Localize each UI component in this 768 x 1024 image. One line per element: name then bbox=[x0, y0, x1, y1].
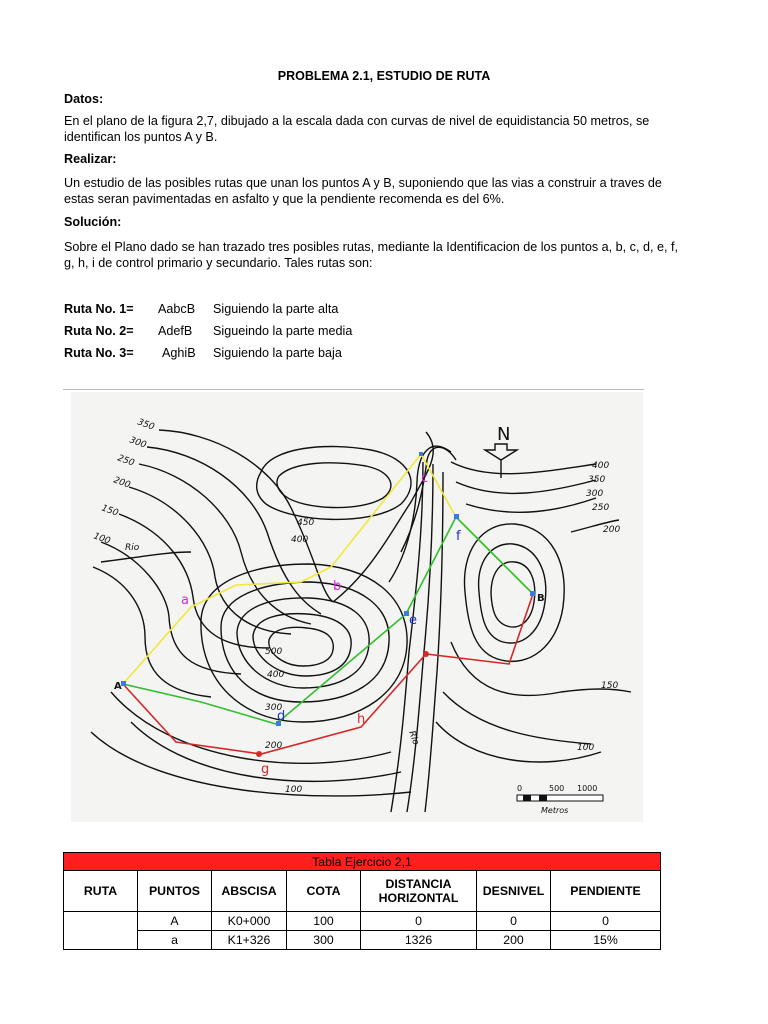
realizar-heading: Realizar: bbox=[64, 152, 117, 166]
contour-label: 400 bbox=[267, 670, 285, 680]
table-cell: a bbox=[138, 931, 212, 950]
solucion-heading: Solución: bbox=[64, 215, 122, 229]
scale-tick-label: 500 bbox=[549, 784, 565, 793]
route-description: Sigueindo la parte media bbox=[213, 324, 353, 338]
route-label: Ruta No. 3= bbox=[64, 346, 134, 360]
divider bbox=[63, 389, 644, 390]
contour-label: 300 bbox=[127, 435, 148, 451]
point-label-a: a bbox=[181, 593, 189, 608]
table-cell bbox=[64, 912, 138, 950]
point-label-A: A bbox=[114, 681, 122, 692]
contour-label: 100 bbox=[577, 743, 595, 753]
contour-label: 450 bbox=[297, 518, 315, 528]
route-label: Ruta No. 2= bbox=[64, 324, 134, 338]
table-cell: K0+000 bbox=[212, 912, 287, 931]
table-cell: 0 bbox=[361, 912, 477, 931]
point-label-e: e bbox=[409, 613, 417, 628]
table-cell: 1326 bbox=[361, 931, 477, 950]
route-code: AghiB bbox=[162, 346, 196, 360]
contour-label: 350 bbox=[135, 417, 156, 433]
column-header: DESNIVEL bbox=[477, 871, 551, 912]
point-marker bbox=[530, 591, 535, 596]
realizar-text: Un estudio de las posibles rutas que unan los puntos A y B, suponiendo que las vias a construir a traves de estas seran pavimentadas en asfalto y que la pendiente recomenda es del 6%. bbox=[64, 176, 662, 206]
table-cell: 15% bbox=[551, 931, 661, 950]
point-marker bbox=[256, 751, 262, 757]
point-marker bbox=[419, 452, 423, 456]
contour-label: 350 bbox=[588, 475, 606, 485]
column-header: DISTANCIA HORIZONTAL bbox=[361, 871, 477, 912]
topographic-map bbox=[71, 392, 643, 822]
contour-label: 150 bbox=[601, 681, 619, 691]
point-marker bbox=[423, 651, 429, 657]
table-cell: 0 bbox=[477, 912, 551, 931]
table-cell: K1+326 bbox=[212, 931, 287, 950]
scale-unit: Metros bbox=[541, 806, 569, 815]
contour-label: 400 bbox=[291, 535, 309, 545]
contour-label: 500 bbox=[265, 647, 283, 657]
scale-bar-segment bbox=[539, 795, 547, 801]
point-marker bbox=[454, 514, 459, 519]
scale-bar-segment bbox=[523, 795, 531, 801]
table-cell: 100 bbox=[287, 912, 361, 931]
contour-label: 200 bbox=[111, 475, 132, 491]
table-cell: 300 bbox=[287, 931, 361, 950]
river-label: Rio bbox=[125, 543, 140, 553]
point-label-g: g bbox=[261, 762, 270, 777]
point-label-f: f bbox=[456, 529, 461, 544]
contour-label: 200 bbox=[265, 741, 283, 751]
route-label: Ruta No. 1= bbox=[64, 302, 134, 316]
north-label: N bbox=[497, 424, 511, 445]
column-header: ABSCISA bbox=[212, 871, 287, 912]
table-cell: 200 bbox=[477, 931, 551, 950]
route-code: AabcB bbox=[158, 302, 196, 316]
contour-label: 150 bbox=[99, 503, 120, 519]
table-header-row bbox=[64, 871, 661, 912]
table-cell: A bbox=[138, 912, 212, 931]
column-header: COTA bbox=[287, 871, 361, 912]
data-table bbox=[63, 852, 661, 950]
point-label-h: h bbox=[357, 712, 366, 727]
column-header: PUNTOS bbox=[138, 871, 212, 912]
table-cell: 0 bbox=[551, 912, 661, 931]
datos-heading: Datos: bbox=[64, 92, 104, 106]
contour-label: 300 bbox=[265, 703, 283, 713]
route-code: AdefB bbox=[158, 324, 193, 338]
point-marker bbox=[121, 681, 126, 686]
point-label-b: b bbox=[333, 579, 342, 594]
column-header: PENDIENTE bbox=[551, 871, 661, 912]
contour-label: 250 bbox=[592, 503, 610, 513]
contour-label: 250 bbox=[115, 453, 136, 469]
contour-label: 300 bbox=[586, 489, 604, 499]
river-label: Rio bbox=[406, 729, 421, 747]
point-label-B: B bbox=[537, 593, 545, 604]
contour-label: 100 bbox=[285, 785, 303, 795]
datos-text: En el plano de la figura 2,7, dibujado a la escala dada con curvas de nivel de equidistancia 50 metros, se identifican los puntos A y B. bbox=[64, 114, 650, 144]
map-background bbox=[71, 392, 643, 822]
table-caption: Tabla Ejercicio 2,1 bbox=[64, 853, 661, 871]
contour-label: 100 bbox=[91, 531, 112, 547]
scale-tick-label: 1000 bbox=[577, 784, 598, 793]
route-description: Siguiendo la parte alta bbox=[213, 302, 339, 316]
solucion-text: Sobre el Plano dado se han trazado tres posibles rutas, mediante la Identificacion de los puntos a, b, c, d, e, f, g, h, i de control primario y secundario. Tales rutas son: bbox=[64, 240, 678, 270]
table-row bbox=[64, 912, 661, 931]
contour-label: 400 bbox=[592, 461, 610, 471]
contour-label: 200 bbox=[603, 525, 621, 535]
point-label-c: c bbox=[421, 471, 429, 486]
page-title: PROBLEMA 2.1, ESTUDIO DE RUTA bbox=[277, 69, 491, 83]
table-row bbox=[64, 931, 661, 950]
scale-tick-label: 0 bbox=[517, 784, 523, 793]
point-label-d: d bbox=[277, 709, 286, 724]
route-description: Siguiendo la parte baja bbox=[213, 346, 342, 360]
column-header: RUTA bbox=[64, 871, 138, 912]
